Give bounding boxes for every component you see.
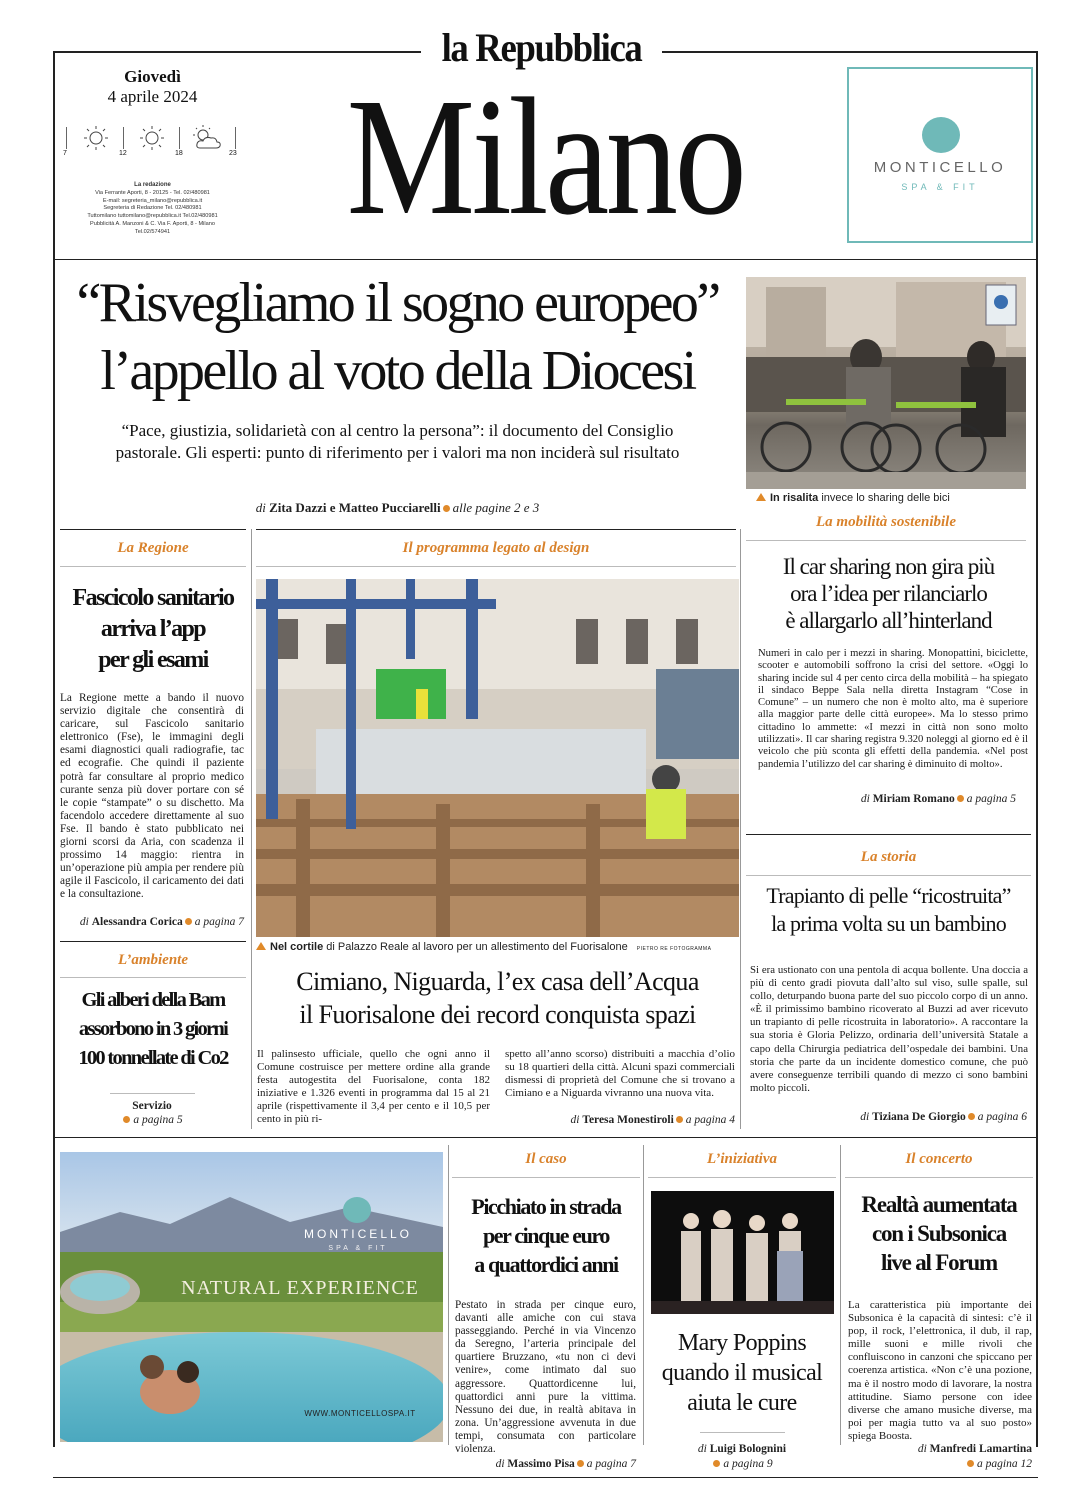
iniziativa-byline-rule [700, 1432, 785, 1433]
regione-author: Alessandra Corica [91, 916, 183, 928]
design-kicker-rule [256, 566, 736, 567]
iniziativa-kicker-rule [648, 1177, 836, 1178]
iniziativa-byline [648, 1443, 836, 1455]
bullet-icon [713, 1460, 720, 1467]
mary-poppins-photo [651, 1191, 834, 1314]
design-kicker: Il programma legato al design [402, 540, 590, 556]
iniziativa-kicker: L’iniziativa [706, 1151, 777, 1167]
column-rule [251, 529, 252, 1129]
redazione-title: La redazione [134, 182, 171, 188]
design-body-col1: Il palinsesto ufficiale, quello che ogni anno il Comune costruisce per mettere ordine alla grande festa autogestita del Fuorisalone, conta 182 iniziative e 1.326 eventi in programma dal 15 al 21 aprile (rispettivamente il 3,4 per cento e il 10,5 per cento in più ri- [257, 1048, 490, 1125]
concerto-page[interactable]: a pagina 12 [977, 1458, 1032, 1470]
bullet-icon [967, 1460, 974, 1467]
storia-headline-line: Trapianto di pelle “ricostruita” [766, 883, 1011, 908]
design-body-col2: spetto all’anno scorso) distribuiti a macchia d’olio su 18 quartieri della città. Alcuni spazi commerciali dismessi di proprietà del Comune che si trovano a Cimiano e a Niguarda vivranno una nuova vita. [505, 1048, 735, 1099]
by-label: di [697, 1443, 707, 1455]
partly-cloudy-icon [190, 124, 224, 152]
sun-icon [81, 124, 111, 152]
lead-headline-line1: “Risvegliamo il sogno europeo” [76, 272, 719, 334]
lead-headline-line2: l’appello al voto della Diocesi [100, 340, 695, 402]
storia-byline [750, 1111, 1027, 1123]
by-label: di [255, 500, 266, 515]
ad-bottom-url: WWW.MONTICELLOSPA.IT [304, 1409, 416, 1418]
ambiente-top-rule [60, 941, 246, 942]
by-label: di [860, 1111, 870, 1123]
caso-headline-line: a quattordici anni [474, 1252, 618, 1277]
design-headline [256, 965, 739, 1031]
concerto-body: La caratteristica più importante dei Subsonica è la capacità di sintesi: c’è il pop, il rock, l’elettronica, il dub, il rap, mille suoni e mille rivoli che confluiscono in canzoni che spiccano per coerenza artistica. «Non c’è una pozione, ma è il nostro modo di lavorare, la nostra attitudine. Siamo persone con idee diverse che amano musiche diverse, ma poi per magia tutto va al suo posto» spiega Boosta. [848, 1299, 1032, 1442]
concerto-page-line [845, 1458, 1032, 1470]
bullet-icon [957, 795, 964, 802]
fuorisalone-illustration [256, 579, 739, 937]
bullet-icon [443, 505, 450, 512]
bullet-icon [185, 918, 192, 925]
bullet-icon [968, 1113, 975, 1120]
regione-body: La Regione mette a bando il nuovo servizio digitale che consentirà di caricare, sul Fascicolo sanitario elettronico (Fse), le immagini degli esami diagnostici quali radiografie, tac ed ecografie. Che quindi il paziente potrà far consultare al proprio medico curante senza più dover portare con sé le copie “stampate” o su dischetto. Ma facendolo accedere direttamente al suo Fse. Il bando è stato pubblicato nei giorni scorsi da Aria, con scadenza il prossimo 14 maggio: rientra in un’operazione più ampia per rendere più agile il Fascicolo, il caricamento dei dati e la consultazione. [60, 692, 244, 901]
regione-headline [55, 583, 251, 676]
regione-headline-line: per gli esami [98, 647, 208, 673]
concerto-kicker: Il concerto [905, 1151, 973, 1167]
date-full: 4 aprile 2024 [107, 87, 198, 106]
ad-top-sub: SPA & FIT [901, 182, 979, 192]
monticello-logo-icon [343, 1197, 371, 1223]
masthead-rule-right [662, 51, 1038, 53]
ambiente-headline-line: Gli alberi della Bam [81, 989, 225, 1011]
bullet-icon [123, 1116, 130, 1123]
weather-temp: 23 [229, 150, 237, 157]
bikes-body: Numeri in calo per i mezzi in sharing. Monopattini, biciclette, scooter e automobili soffrono la crisi del settore. «Oggi lo sharing incide sul 4 per cento circa della mobilità – ha spiegato il sindaco Beppe Sala nella diretta Instagram “Cose in Comune” – un numero che non è molto alto, ma è superiore alla maggior parte delle città europee». Ma lo stesso primo cittadino lo ammette: «I mezzi in città non sono molto utilizzati». Il car sharing registra 9.320 noleggi al giorno ed è il veicolo che più sconta gli effetti della pandemia. «Nel post pandemia l’utilizzo del car sharing è diminuito di molto». [758, 648, 1028, 770]
regione-headline-line: Fascicolo sanitario [72, 585, 234, 611]
ambiente-headline [55, 986, 251, 1073]
ad-top-brand: MONTICELLO [873, 159, 1007, 176]
weather-divider [123, 127, 124, 149]
regione-kicker: La Regione [117, 540, 189, 556]
ambiente-kicker: L’ambiente [118, 952, 188, 968]
caption-arrow-icon [756, 493, 766, 501]
weather-divider [179, 127, 180, 149]
weather-temp: 12 [119, 150, 127, 157]
ambiente-page-line [60, 1114, 244, 1126]
stage-illustration [651, 1191, 834, 1314]
masthead-rule-left [53, 51, 421, 53]
storia-kicker-rule [746, 875, 1031, 876]
design-author: Teresa Monestiroli [582, 1114, 674, 1126]
column-rule [643, 1145, 644, 1445]
concerto-headline-line: live al Forum [881, 1250, 997, 1275]
design-headline-line: Cimiano, Niguarda, l’ex casa dell’Acqua [296, 967, 699, 996]
regione-byline [60, 916, 244, 928]
concerto-headline-line: Realtà aumentata [861, 1192, 1017, 1217]
bikes-bottom-rule [746, 834, 1031, 835]
weather-strip [63, 122, 241, 162]
redazione-line: Pubblicità A. Manzoni & C. Via F. Aporti, 8 - Milano [90, 220, 215, 227]
ambiente-service-rule [110, 1093, 195, 1094]
by-label: di [570, 1114, 580, 1126]
concerto-byline [845, 1443, 1032, 1455]
brand-name: la Repubblica [441, 25, 642, 70]
concerto-author: Manfredi Lamartina [929, 1443, 1032, 1455]
fuorisalone-photo [256, 579, 739, 937]
storia-author: Tiziana De Giorgio [872, 1111, 966, 1123]
caso-body: Pestato in strada per cinque euro, davanti alle amiche con cui stava passeggiando. Perché in via Vincenzo da Seregno, l’arteria principale del quartiere Bruzzano, «tu non ci devi venire», come intimato dal suo aggressore. Quattordicenne lui, quattordici anni pure la vittima. Nessuno dei due, in realtà abitava in zona. Un’aggressione avvenuta in due tempi, consumata con particolare violenza. [455, 1299, 636, 1456]
by-label: di [917, 1443, 927, 1455]
ad-bottom-brand: MONTICELLO [303, 1227, 412, 1241]
bikes-author: Miriam Romano [872, 793, 955, 805]
design-page[interactable]: a pagina 4 [685, 1114, 735, 1126]
sun-icon [137, 124, 167, 152]
bike-sharing-illustration [746, 277, 1026, 489]
design-headline-line: il Fuorisalone dei record conquista spazi [299, 1000, 696, 1029]
redazione-line: Tuttomilano tuttomilano@repubblica.it Tel.02/480981 [87, 213, 218, 220]
ambiente-kicker-rule [60, 977, 246, 978]
city-name: Milano [346, 64, 744, 250]
lead-authors: Zita Dazzi e Matteo Pucciarelli [269, 500, 441, 515]
bikes-headline-line: è allargarlo all’hinterland [785, 608, 992, 633]
iniziativa-author: Luigi Bolognini [709, 1443, 787, 1455]
weather-divider [235, 127, 236, 149]
ad-bottom-sub: SPA & FIT [328, 1245, 388, 1252]
ad-bottom-tagline: NATURAL EXPERIENCE [181, 1277, 419, 1299]
bikes-headline [746, 553, 1031, 634]
lead-summary-line1: “Pace, giustizia, solidarietà con al centro la persona”: il documento del Consiglio [121, 421, 674, 440]
by-label: di [495, 1458, 505, 1470]
bikes-headline-line: ora l’idea per rilanciarlo [790, 581, 987, 606]
by-label: di [79, 916, 89, 928]
caso-headline-line: Picchiato in strada [471, 1194, 621, 1219]
ambiente-headline-line: 100 tonnellate di Co2 [78, 1047, 228, 1069]
design-top-rule [256, 529, 736, 530]
weather-temp: 7 [63, 150, 67, 157]
storia-kicker: La storia [860, 849, 917, 865]
ambiente-page[interactable]: a pagina 5 [133, 1114, 183, 1126]
design-byline [505, 1114, 735, 1126]
caso-byline [452, 1458, 636, 1470]
lead-byline [60, 500, 735, 516]
weather-divider [66, 127, 67, 149]
bikes-headline-line: Il car sharing non gira più [782, 554, 995, 579]
caso-author: Massimo Pisa [507, 1458, 575, 1470]
photo-credit: PIETRO RE FOTOGRAMMA [636, 946, 712, 952]
column-rule [740, 529, 741, 1129]
redazione-line: Tel.02/574941 [134, 228, 171, 235]
bike-photo-caption [756, 492, 1026, 504]
caso-headline [448, 1192, 644, 1279]
page-bottom-rule [53, 1477, 1038, 1478]
column-rule [448, 1145, 449, 1445]
caso-headline-line: per cinque euro [482, 1223, 610, 1248]
redazione-block [60, 182, 245, 237]
fuorisalone-caption-bold: Nel cortile [270, 941, 324, 953]
bike-sharing-photo [746, 277, 1026, 489]
monticello-logo-icon [922, 117, 960, 153]
bottom-section-rule [53, 1137, 1038, 1138]
concerto-headline-line: con i Subsonica [871, 1221, 1007, 1246]
bikes-byline [758, 793, 1016, 805]
bikes-page[interactable]: a pagina 5 [966, 793, 1016, 805]
redazione-line: E-mail: segreteria_milano@repubblica.it [102, 197, 203, 204]
bullet-icon [676, 1116, 683, 1123]
concerto-kicker-rule [845, 1177, 1033, 1178]
ambiente-headline-line: assorbono in 3 giorni [78, 1018, 228, 1040]
bikes-kicker: La mobilità sostenibile [815, 514, 956, 530]
ad-bottom-monticello[interactable] [60, 1152, 443, 1442]
fuorisalone-caption [256, 941, 739, 953]
by-label: di [860, 793, 870, 805]
ad-top-monticello[interactable] [847, 67, 1033, 243]
frame-left-full [53, 53, 55, 1447]
concerto-headline [841, 1190, 1037, 1277]
regione-headline-line: arriva l’app [100, 616, 206, 642]
caso-kicker: Il caso [525, 1151, 567, 1167]
bike-caption-text: invece lo sharing delle bici [821, 492, 950, 504]
regione-top-rule [60, 529, 246, 530]
caso-kicker-rule [452, 1177, 640, 1178]
lead-summary-line2: pastorale. Gli esperti: punto di riferimento per i valori ma non inciderà sul risultato [115, 443, 680, 462]
fuorisalone-caption-text: di Palazzo Reale al lavoro per un allestimento del Fuorisalone [326, 941, 628, 953]
ambiente-service: Servizio [132, 1100, 172, 1112]
regione-page[interactable]: a pagina 7 [194, 916, 244, 928]
date-day: Giovedì [124, 67, 181, 86]
lead-pages[interactable]: alle pagine 2 e 3 [452, 500, 540, 515]
iniziativa-headline [646, 1328, 838, 1418]
iniziativa-page-line [648, 1458, 836, 1470]
storia-page[interactable]: a pagina 6 [977, 1111, 1027, 1123]
bullet-icon [577, 1460, 584, 1467]
bikes-kicker-rule [746, 540, 1026, 541]
storia-headline [744, 882, 1033, 938]
iniziativa-headline-line: quando il musical [661, 1360, 823, 1386]
caption-arrow-icon [256, 942, 266, 950]
iniziativa-page[interactable]: a pagina 9 [723, 1458, 773, 1470]
caso-page[interactable]: a pagina 7 [586, 1458, 636, 1470]
storia-headline-line: la prima volta su un bambino [771, 911, 1006, 936]
redazione-line: Via Ferrante Aporti, 8 - 20125 - Tel. 02/480981 [95, 189, 210, 196]
storia-body: Si era ustionato con una pentola di acqua bollente. Una doccia a più di cento gradi piovuta dall’alto sul viso, sulle spalle, sul collo, deturpando buona parte del suo piccolo corpo di un anno. «È il primissimo bambino ricoverato al Buzzi ad aver ricevuto un trapianto di pelle ricostruita in laboratorio». A raccontare la sua storia è Gloria Pelizzo, ordinaria dell’università Statale a capo della Chirurgia pediatrica dell’ospedale dei bambini. Una storia che parte da un incidente domestico comune, che può avere conseguenze terribili quando di mezzo ci sono bambini molto piccoli. [750, 964, 1028, 1094]
regione-kicker-rule [60, 566, 246, 567]
masthead-bottom-rule [53, 259, 1038, 260]
iniziativa-headline-line: aiuta le cure [687, 1390, 797, 1416]
weather-temp: 18 [175, 150, 183, 157]
bike-caption-bold: In risalita [770, 492, 819, 504]
iniziativa-headline-line: Mary Poppins [677, 1330, 807, 1356]
redazione-line: Segreteria di Redazione Tel. 02/480981 [103, 205, 202, 212]
